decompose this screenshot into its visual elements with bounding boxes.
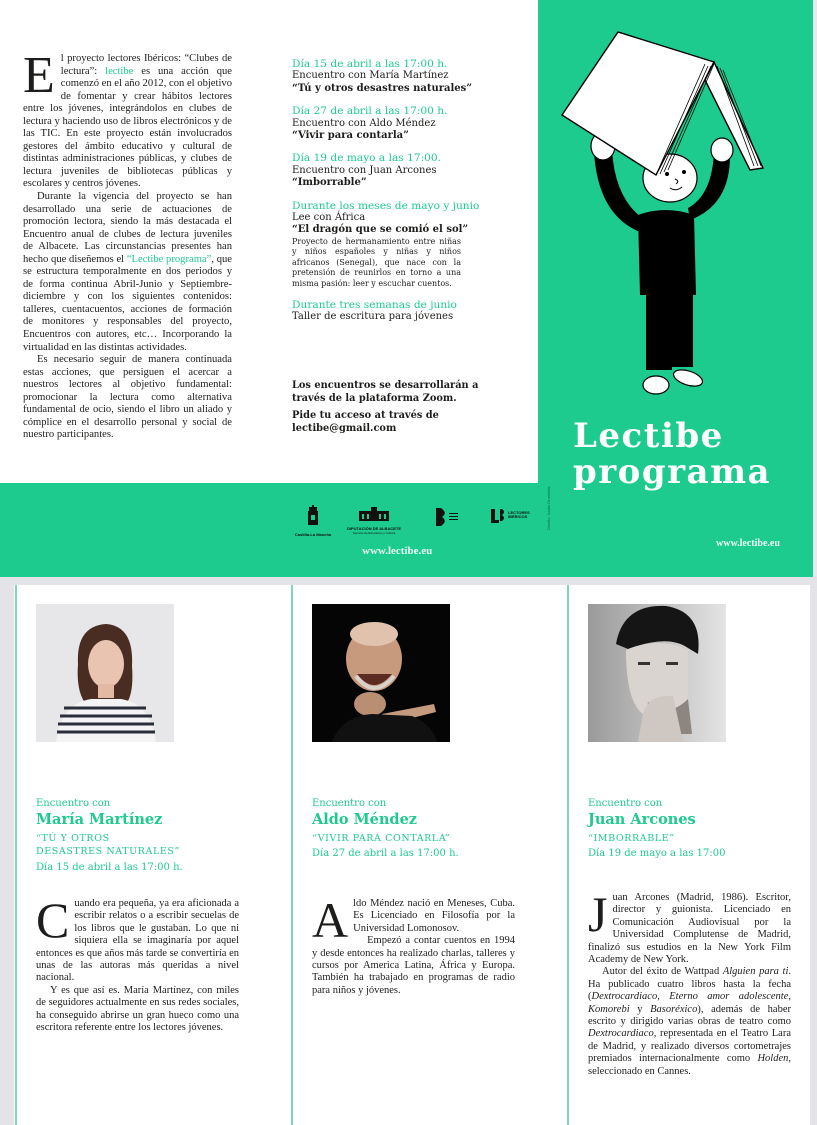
dropcap: E: [23, 47, 55, 104]
access-note[interactable]: Pide tu acceso at través de lectibe@gmail.com: [292, 410, 439, 434]
encounter-date: Día 15 de abril a las 17:00 h.: [36, 862, 183, 873]
encounter-date: Día 19 de mayo a las 17:00: [588, 848, 726, 859]
schedule-item: [292, 200, 492, 289]
logo-library: [435, 507, 463, 532]
book-title: “TÚ Y OTROS DESASTRES NATURALES”: [36, 833, 180, 857]
woman-portrait-image: [36, 604, 174, 742]
author-name: María Martínez: [36, 811, 163, 828]
man-thinking-portrait-image: [588, 604, 726, 742]
lectibe-highlight: lectibe: [105, 65, 134, 77]
column-divider: [15, 585, 17, 1125]
castle-icon: [306, 505, 320, 527]
column-divider: [567, 585, 569, 1125]
left-leg: [646, 285, 672, 370]
dropcap: A: [312, 892, 349, 948]
author-name: Juan Arcones: [588, 811, 696, 828]
schedule-item: [292, 299, 492, 324]
b-mark-icon: [435, 507, 463, 527]
man-laughing-portrait-image: [312, 604, 450, 742]
schedule-line: Lee con África: [292, 212, 366, 224]
intro-text: [23, 47, 233, 442]
left-eye: [665, 172, 669, 176]
schedule-title: “Imborrable”: [292, 177, 367, 189]
schedule-line: Encuentro con María Martínez: [292, 70, 449, 82]
schedule-line: Taller de escritura para jóvenes: [292, 311, 454, 323]
website-link[interactable]: www.lectibe.eu: [362, 545, 433, 557]
person-holding-book-illustration: [560, 0, 817, 400]
logo-diputacion-albacete: DIPUTACIÓN DE ALBACETE Servicio de Educación y Cultura: [341, 507, 407, 535]
schedule-date: Día 15 de abril a las 17:00 h.: [292, 58, 448, 70]
encounter-date: Día 27 de abril a las 17:00 h.: [312, 848, 459, 859]
schedule-title: “Vivir para contarla”: [292, 130, 409, 142]
encounter-label: Encuentro con: [312, 798, 387, 809]
schedule-description: Proyecto de hermanamiento entre niñas y niños españoles y niñas y niños africanos (Senegal), que nace con la pretensión de reunirlos en torno a una misma pasión: leer y escuchar cuentos.: [292, 236, 461, 288]
book-title: “VIVIR PARA CONTARLA”: [312, 833, 451, 844]
schedule-date: Durante tres semanas de junio: [292, 298, 457, 311]
column-divider: [291, 585, 293, 1125]
intro-paragraph-2: Durante la vigencia del proyecto se han desarrollado una serie de actuaciones de promoción lectora, siendo la más destacada el Encuentro anual de clubes de lectura juveniles de Albacete. Las circunstancias presentes han hecho que diseñemos el “Lectibe programa”, que se estructura temporalmente en dos periodos y de forma continua Abril-Junio y Septiembre-diciembre y con los siguientes contenidos: talleres, cuentacuentos, acciones de formación de monitores y responsables del proyecto, Encuentros con autores, etc… Incorporando la virtualidad en las distintas actividades.: [23, 191, 233, 353]
right-eye: [682, 170, 686, 174]
schedule-date: Durante los meses de mayo y junio: [292, 199, 480, 212]
brochure-title: [573, 418, 771, 490]
intro-paragraph-3: Es necesario seguir de manera continuada estas acciones, que persiguen el acercar a nuestros lectores al objetivo fundamental: promocionar la lectura como alternativa fundamental de ocio, siendo el libro un aliado y cómplice en el desarrollo personal y social de nuestro participantes.: [23, 354, 232, 441]
encounter-label: Encuentro con: [588, 798, 663, 809]
title-line-2: programa: [573, 452, 772, 492]
schedule-date: Día 19 de mayo a las 17:00.: [292, 152, 442, 165]
right-hand: [711, 138, 733, 162]
book-title: “IMBORRABLE”: [588, 833, 675, 844]
title-line-1: Lectibe: [573, 416, 724, 456]
schedule-line: Encuentro con Juan Arcones: [292, 164, 437, 176]
author-bio: Juan Arcones (Madrid, 1986). Escritor, director y guionista. Licenciado en Comunicación Audiovisual por la Universidad Complutense de Madrid, finalizó sus estudios en la New York Film Academy de New York. Autor del éxito de Wattpad Alguien para ti. Ha publicado cuatro libros hasta la fecha (Dextrocardiaco, Eterno amor adolescente, Komorebi y Basoréxico), además de haber escrito y dirigido varias obras de teatro como Dextrocardiaco, representada en el Teatro Lara de Madrid, y realizado diversos cortometrajes premiados internacionalmente como Holden, seleccionado en Cannes.: [588, 886, 791, 1077]
intro-paragraph-1: El proyecto lectores Ibéricos: “Clubes de lectura”: lectibe es una acción que comenzó en el año 2012, con el objetivo de fomentar y crear hábitos lectores entre los jóvenes, integrándolos en clubes de lectura y haciendo uso de libros electrónicos y de las TIC. En este proyecto están involucrados gestores del ámbito educativo y cultural de distintas administraciones públicas, y clubes de lectura juveniles de bibliotecas públicas y escolares y centros jóvenes.: [23, 47, 232, 190]
zoom-note: Los encuentros se desarrollarán a través de la plataforma Zoom.: [292, 380, 479, 404]
schedule-date: Día 27 de abril a las 17:00 h.: [292, 105, 448, 118]
logo-castilla-la-mancha: Castilla-La Mancha: [293, 505, 333, 537]
schedule-list: [292, 58, 492, 334]
dropcap: J: [588, 886, 608, 942]
sponsor-logos: [285, 505, 545, 545]
author-photo: [312, 604, 450, 742]
schedule-title: “Tú y otros desastres naturales”: [292, 82, 473, 94]
schedule-item: [292, 152, 492, 189]
torso: [638, 210, 696, 295]
design-credit: Diseño: Nadia Drumelas: [546, 486, 551, 530]
schedule-line: Encuentro con Aldo Méndez: [292, 117, 436, 129]
encounter-label: Encuentro con: [36, 798, 111, 809]
schedule-title: “El dragón que se comió el sol”: [292, 224, 469, 236]
right-foot: [672, 367, 705, 390]
lb-mark-icon: [490, 508, 506, 524]
programa-highlight: “Lectibe programa”: [126, 253, 212, 265]
right-leg: [669, 285, 693, 367]
cover-website-link[interactable]: www.lectibe.eu: [716, 538, 780, 549]
author-bio: Aldo Méndez nació en Meneses, Cuba. Es Licenciado en Filosofía por la Universidad Lomonosov. Empezó a contar cuentos en 1994 y desde entonces ha realizado charlas, talleres y cursos por America Latina, África y Europa. También ha trabajado en programas de radio para niños y jóvenes.: [312, 892, 515, 996]
logo-lectores-ibericos: LECTORES IBÉRICOS: [490, 508, 506, 529]
author-bio: Cuando era pequeña, ya era aficionada a escribir relatos o a escribir secuelas de los libros que le gustaban. Lo que ni siquiera ella se imaginaría por aquel entonces es que años más tarde se convertiría en unas de las autoras más queridas a nivel nacional. Y es que así es. María Martínez, con miles de seguidores actualmente en sus redes sociales, ha conseguido abrirse un gran hueco como una escritora referente entre los lectores jóvenes.: [36, 892, 239, 1034]
access-notes: [292, 379, 492, 439]
author-photo: [36, 604, 174, 742]
building-icon: [357, 507, 391, 521]
left-foot: [643, 376, 669, 394]
author-photo: [588, 604, 726, 742]
author-name: Aldo Méndez: [312, 811, 418, 828]
schedule-item: [292, 58, 492, 95]
schedule-item: [292, 105, 492, 142]
dropcap: C: [36, 892, 70, 948]
